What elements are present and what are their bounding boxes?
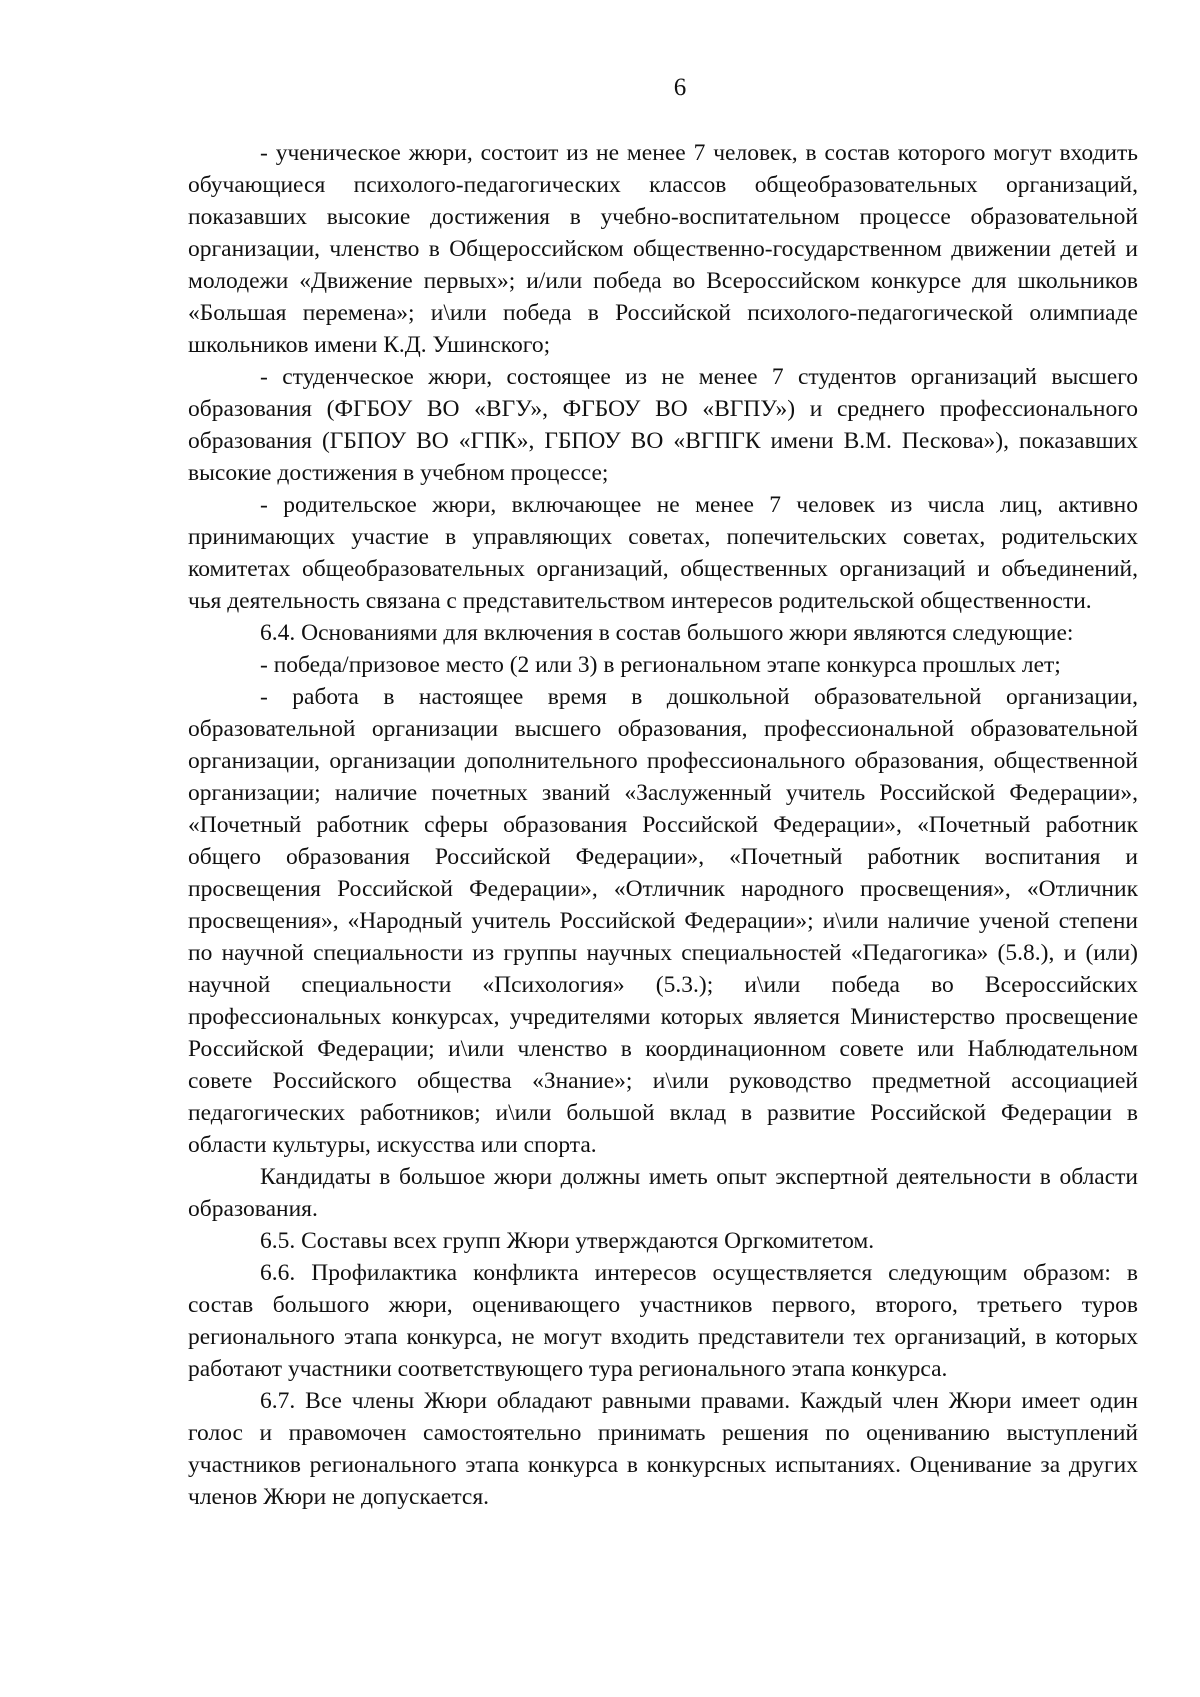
paragraph-candidates: Кандидаты в большое жюри должны иметь опыт экспертной деятельности в области образования. [188,1164,1138,1222]
paragraph-student-jury: - ученическое жюри, состоит из не менее 7 человек, в состав которого могут входить обучающиеся психолого-педагогических классов общеобразовательных организаций, показавших высокие достижения в учебно-воспитательном процессе образовательной организации, членство в Общероссийском общественно-государственном движении детей и молодежи «Движение первых»; и/или победа во Всероссийском конкурсе для школьников «Большая перемена»; и\или победа в Российской психолого-педагогической олимпиаде школьников имени К.Д. Ушинского; [188,140,1138,358]
paragraph-6-6: 6.6. Профилактика конфликта интересов осуществляется следующим образом: в состав большого жюри, оценивающего участников первого, второго, третьего туров регионального этапа конкурса, не могут входить представители тех организаций, в которых работают участники соответствующего тура регионального этапа конкурса. [188,1260,1138,1382]
document-body [188,137,1138,1513]
paragraph-university-jury: - студенческое жюри, состоящее из не менее 7 студентов организаций высшего образования (ФГБОУ ВО «ВГУ», ФГБОУ ВО «ВГПУ») и среднего профессионального образования (ГБПОУ ВО «ГПК», ГБПОУ ВО «ВГПГК имени В.М. Пескова»), показавших высокие достижения в учебном процессе; [188,364,1138,486]
paragraph-prize-winner: - победа/призовое место (2 или 3) в региональном этапе конкурса прошлых лет; [260,652,1061,678]
paragraph-parent-jury: - родительское жюри, включающее не менее 7 человек из числа лиц, активно принимающих участие в управляющих советах, попечительских советах, родительских комитетах общеобразовательных организаций, общественных организаций и объединений, чья деятельность связана с представительством интересов родительской общественности. [188,492,1138,614]
paragraph-6-5: 6.5. Составы всех групп Жюри утверждаются Оргкомитетом. [260,1228,875,1254]
paragraph-6-7: 6.7. Все члены Жюри обладают равными правами. Каждый член Жюри имеет один голос и правомочен самостоятельно принимать решения по оцениванию выступлений участников регионального этапа конкурса в конкурсных испытаниях. Оценивание за других членов Жюри не допускается. [188,1388,1138,1510]
page-number: 6 [673,74,687,101]
paragraph-work-and-titles: - работа в настоящее время в дошкольной образовательной организации, образовательной организации высшего образования, профессиональной образовательной организации, организации дополнительного профессионального образования, общественной организации; наличие почетных званий «Заслуженный учитель Российской Федерации», «Почетный работник сферы образования Российской Федерации», «Почетный работник общего образования Российской Федерации», «Почетный работник воспитания и просвещения Российской Федерации», «Отличник народного просвещения», «Отличник просвещения», «Народный учитель Российской Федерации»; и\или наличие ученой степени по научной специальности из группы научных специальностей «Педагогика» (5.8.), и (или) научной специальности «Психология» (5.3.); и\или победа во Всероссийских профессиональных конкурсах, учредителями которых является Министерство просвещение Российской Федерации; и\или членство в координационном совете или Наблюдательном совете Российского общества «Знание»; и\или руководство предметной ассоциацией педагогических работников; и\или большой вклад в развитие Российской Федерации в области культуры, искусства или спорта. [188,684,1138,1158]
paragraph-6-4: 6.4. Основаниями для включения в состав большого жюри являются следующие: [260,620,1074,646]
